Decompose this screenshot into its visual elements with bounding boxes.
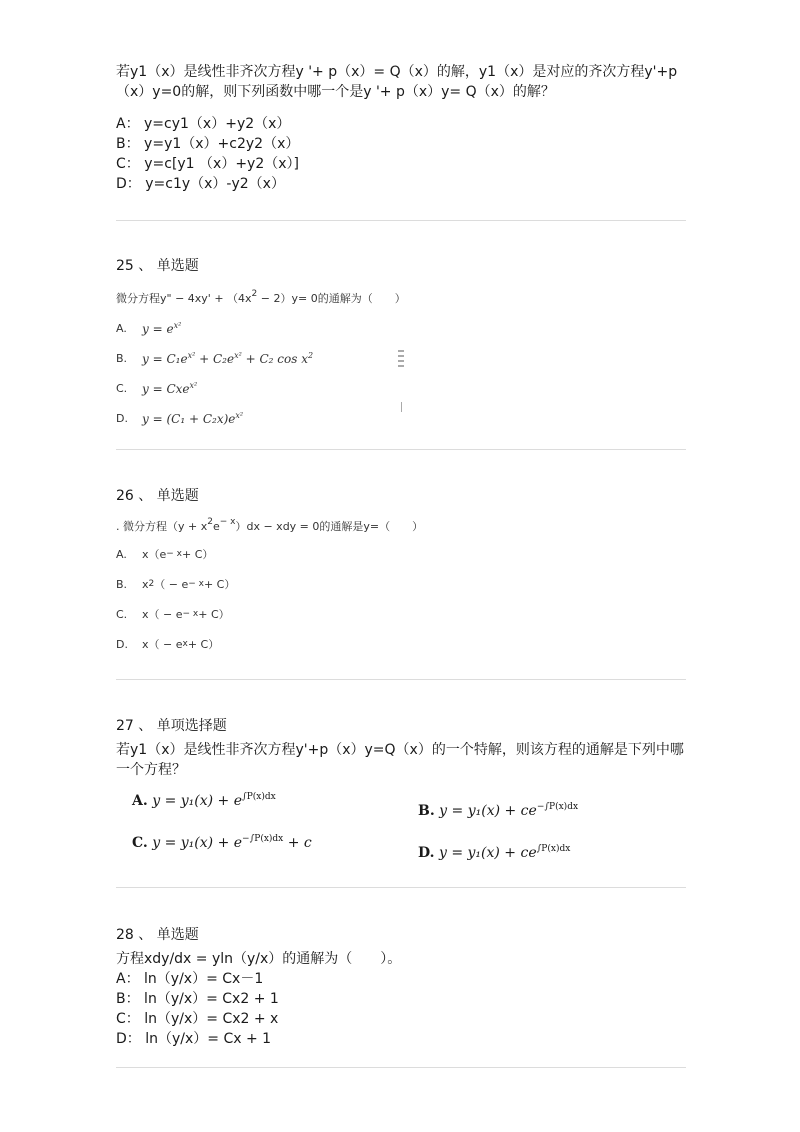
- option-d[interactable]: [116, 629, 686, 659]
- option-label: A.: [132, 793, 148, 809]
- option-exponent: ∫P(x)dx: [536, 844, 571, 854]
- stem-text: . 微分方程（y + x: [116, 520, 208, 533]
- option-label: A.: [116, 547, 127, 561]
- option-label: B.: [116, 577, 128, 591]
- option-c[interactable]: [116, 599, 686, 629]
- question-text: 若y1（x）是线性非齐次方程y'+p（x）y=Q（x）的一个特解，则该方程的通解是下列中哪一个方程？: [116, 742, 684, 778]
- option-list: [116, 313, 686, 433]
- question-stem: [116, 286, 686, 307]
- option-label: D.: [116, 637, 128, 651]
- stem-text: 微分方程y" − 4xy' + （4x: [116, 292, 252, 305]
- question-26: [116, 486, 686, 659]
- option-label: C.: [132, 835, 148, 851]
- option-a[interactable]: A： y=cy1（x）+y2（x）: [116, 116, 291, 132]
- option-label: C.: [116, 607, 128, 621]
- option-c[interactable]: [116, 373, 686, 403]
- option-expr: + C）: [203, 578, 236, 591]
- option-exponent: x²: [234, 350, 242, 360]
- option-label: A.: [116, 321, 127, 335]
- divider: [116, 449, 686, 450]
- option-exponent: x²: [187, 350, 196, 360]
- option-expr: x（ − e: [142, 608, 183, 621]
- option-exponent: −∫P(x)dx: [242, 834, 284, 844]
- option-expr: （ − e: [154, 578, 189, 591]
- option-exponent: 2: [307, 350, 314, 360]
- option-expr: x（e: [142, 548, 167, 561]
- question-heading: 25 、 单选题: [116, 258, 199, 274]
- question-heading: 26 、 单选题: [116, 488, 199, 504]
- stem-exponent: 2: [251, 289, 258, 299]
- option-exponent: − x: [188, 579, 204, 589]
- option-d[interactable]: D： ln（y/x）= Cx + 1: [116, 1031, 272, 1047]
- option-list: [116, 969, 686, 1049]
- option-expr: y = y₁(x) + e: [152, 793, 242, 809]
- option-exponent: ∫P(x)dx: [242, 792, 276, 802]
- option-expr: x: [142, 577, 149, 591]
- option-expr: y = y₁(x) + ce: [438, 845, 537, 861]
- option-exponent: x²: [173, 320, 182, 330]
- option-expr: x（ − e: [142, 638, 183, 651]
- option-list: [116, 539, 686, 659]
- option-label: D.: [418, 845, 435, 861]
- option-d[interactable]: [418, 844, 570, 861]
- option-exponent: − x: [182, 609, 199, 619]
- scan-artifact: [398, 350, 406, 370]
- option-b[interactable]: B： ln（y/x）= Cx2 + 1: [116, 991, 279, 1007]
- option-c[interactable]: C： ln（y/x）= Cx2 + x: [116, 1011, 279, 1027]
- question-text: 方程xdy/dx = yln（y/x）的通解为（ ）。: [116, 951, 402, 967]
- option-expr: + C₂e: [195, 351, 235, 366]
- option-b[interactable]: [418, 802, 578, 819]
- option-list: [116, 114, 686, 194]
- divider: [116, 1067, 686, 1068]
- option-c[interactable]: C： y=c[y1 （x）+y2（x）]: [116, 156, 299, 172]
- question-heading: 27 、 单项选择题: [116, 718, 227, 734]
- question-27: [116, 716, 686, 780]
- question-28: [116, 925, 686, 1049]
- option-exponent: −∫P(x)dx: [536, 802, 579, 812]
- question-heading: 28 、 单选题: [116, 927, 199, 943]
- stem-text: ）dx − xdy = 0的通解是y=（ ）: [235, 520, 424, 533]
- option-label: D.: [116, 411, 128, 425]
- option-expr: + C₂ cos x: [241, 351, 308, 366]
- option-expr: y = C₁e: [142, 351, 188, 366]
- option-label: C.: [116, 381, 128, 395]
- option-exponent: 2: [148, 579, 155, 589]
- option-expr: y = (C₁ + C₂x)e: [142, 411, 236, 426]
- divider: [116, 679, 686, 680]
- divider: [116, 220, 686, 221]
- option-b[interactable]: [116, 569, 686, 599]
- option-a[interactable]: [116, 313, 686, 343]
- option-d[interactable]: D： y=c1y（x）-y2（x）: [116, 176, 285, 192]
- option-a[interactable]: [116, 539, 686, 569]
- option-expr: y = y₁(x) + ce: [439, 803, 537, 819]
- option-a[interactable]: [132, 792, 276, 809]
- option-expr: y = e: [142, 321, 174, 336]
- question-24: [116, 62, 686, 194]
- option-c[interactable]: [132, 834, 312, 851]
- stem-text: e: [212, 520, 220, 533]
- option-expr: + c: [283, 835, 312, 851]
- scan-artifact: [401, 402, 402, 412]
- option-expr: y = y₁(x) + e: [152, 835, 243, 851]
- option-expr: + C）: [198, 608, 230, 621]
- option-label: B.: [116, 351, 128, 365]
- divider: [116, 887, 686, 888]
- question-text: 若y1（x）是线性非齐次方程y '+ p（x）= Q（x）的解，y1（x）是对应的齐次方程y'+p（x）y=0的解，则下列函数中哪一个是y '+ p（x）y= Q（x）的解？: [116, 64, 678, 100]
- question-stem: [116, 514, 686, 535]
- option-exponent: x: [182, 639, 188, 649]
- option-label: B.: [418, 803, 435, 819]
- option-b[interactable]: B： y=y1（x）+c2y2（x）: [116, 136, 300, 152]
- option-expr: + C）: [187, 638, 220, 651]
- option-exponent: x²: [189, 380, 198, 390]
- option-a[interactable]: A： ln（y/x）= Cx－1: [116, 971, 264, 987]
- option-exponent: − x: [166, 549, 183, 559]
- option-expr: y = Cxe: [142, 381, 190, 396]
- option-exponent: x²: [235, 410, 244, 420]
- option-expr: + C）: [182, 548, 214, 561]
- stem-exponent: − x: [219, 517, 236, 527]
- stem-exponent: 2: [207, 517, 213, 527]
- stem-text: − 2）y= 0的通解为（ ）: [257, 292, 406, 305]
